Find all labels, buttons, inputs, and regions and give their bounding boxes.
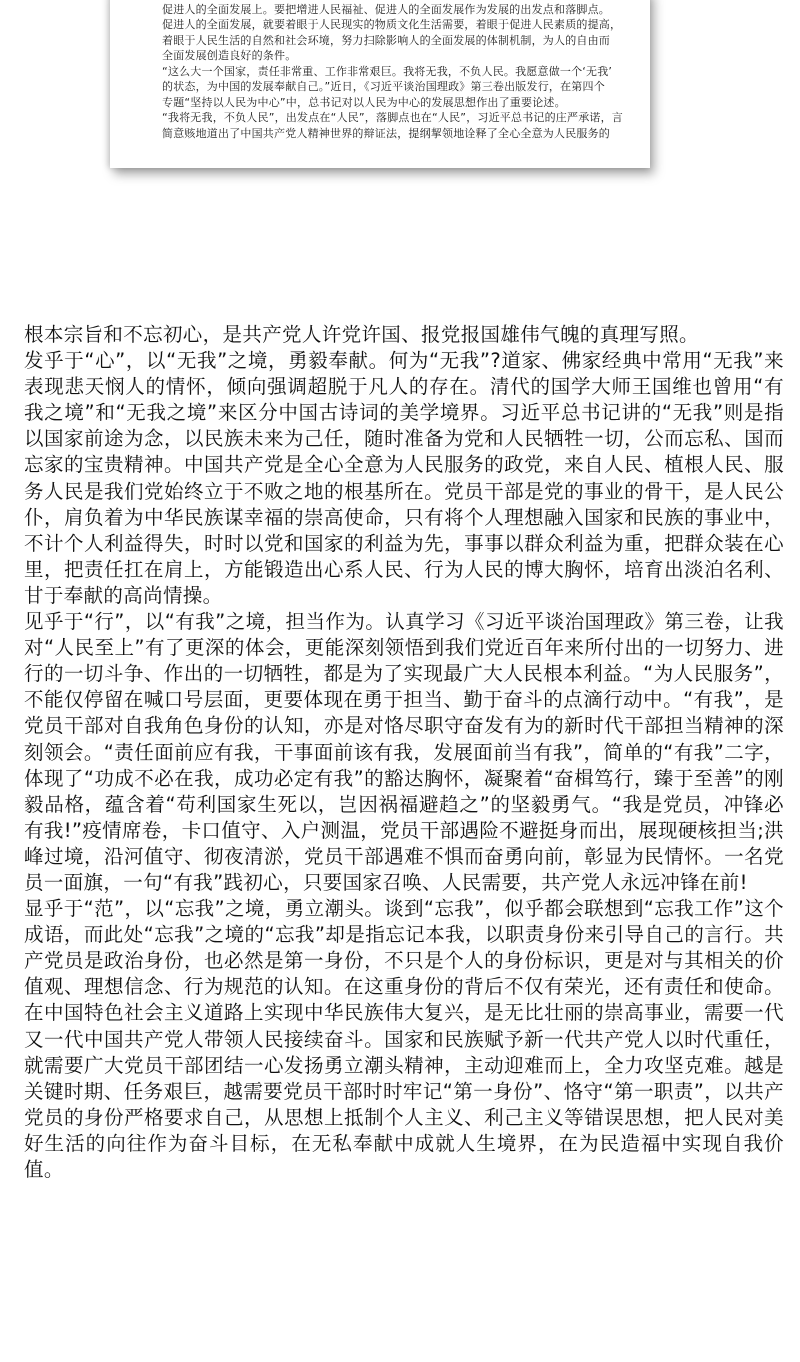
article-paragraph: 根本宗旨和不忘初心，是共产党人许党许国、报党报国雄伟气魄的真理写照。 [24,323,699,346]
preview-line: 专题“坚持以人民为中心”中，总书记对以人民为中心的发展思想作出了重要论述。 [162,95,566,109]
preview-text-block [162,0,642,141]
article-paragraph: 显乎于“范”，以“忘我”之境，勇立潮头。谈到“忘我”，似乎都会联想到“忘我工作”这个成语，而此处“忘我”之境的“忘我”却是指忘记本我，以职责身份来引导自己的言行。共产党员是政治身份，也必然是第一身份，不只是个人的身份标识，更是对与其相关的价值观、理想信念、行为规范的认知。在这重身份的背后不仅有荣光，还有责任和使命。在中国特色社会主义道路上实现中华民族伟大复兴，是无比壮丽的崇高事业，需要一代又一代中国共产党人带领人民接续奋斗。国家和民族赋予新一代共产党人以时代重任，就需要广大党员干部团结一心发扬勇立潮头精神，主动迎难而上，全力攻坚克难。越是关键时期、任务艰巨，越需要党员干部时时牢记“第一身份”、恪守“第一职责”，以共产党员的身份严格要求自己，从思想上抵制个人主义、利己主义等错误思想，把人民对美好生活的向往作为奋斗目标，在无私奉献中成就人生境界，在为民造福中实现自我价值。 [24,897,784,1181]
preview-line: 的状态，为中国的发展奉献自己。”近日，《习近平谈治国理政》第三卷出版发行，在第四个 [162,80,605,93]
preview-line: 简意赅地道出了中国共产党人精神世界的辩证法，提纲挈领地诠释了全心全意为人民服务的 [162,126,610,140]
preview-line: 促进人的全面发展，就要着眼于人民现实的物质文化生活需要，着眼于促进人民素质的提高， [162,18,622,31]
preview-line: “这么大一个国家，责任非常重、工作非常艰巨。我将无我，不负人民。我愿意做一个‘无我’ [162,64,613,78]
article-paragraph: 见乎于“行”，以“有我”之境，担当作为。认真学习《习近平谈治国理政》第三卷，让我对“人民至上”有了更深的体会，更能深刻领悟到我们党近百年来所付出的一切努力、进行的一切斗争、作出的一切牺牲，都是为了实现最广大人民根本利益。“为人民服务”，不能仅停留在喊口号层面，更要体现在勇于担当、勤于奋斗的点滴行动中。“有我”，是党员干部对自我角色身份的认知，亦是对恪尽职守奋发有为的新时代干部担当精神的深刻领会。“责任面前应有我，干事面前该有我，发展面前当有我”，简单的“有我”二字，体现了“功成不必在我，成功必定有我”的豁达胸怀，凝聚着“奋楫笃行，臻于至善”的刚毅品格，蕴含着“苟利国家生死以，岂因祸福避趋之”的坚毅勇气。“我是党员，冲锋必有我!”疫情席卷，卡口值守、入户测温，党员干部遇险不避挺身而出，展现硬核担当;洪峰过境，沿河值守、彻夜清淤，党员干部遇难不惧而奋勇向前，彰显为民情怀。一名党员一面旗，一句“有我”践初心，只要国家召唤、人民需要，共产党人永远冲锋在前! [24,610,784,894]
preview-line: 全面发展创造良好的条件。 [162,49,297,62]
preview-line: 着眼于人民生活的自然和社会环境，努力扫除影响人的全面发展的体制机制，为人的自由而 [162,33,610,47]
document-preview-card [110,0,650,168]
article-body [24,322,784,1183]
article-paragraph: 发乎于“心”，以“无我”之境，勇毅奉献。何为“无我”?道家、佛家经典中常用“无我”来表现悲天悯人的情怀，倾向强调超脱于凡人的存在。清代的国学大师王国维也曾用“有我之境”和“无我之境”来区分中国古诗词的美学境界。习近平总书记讲的“无我”则是指以国家前途为念，以民族未来为己任，随时准备为党和人民牺牲一切，公而忘私、国而忘家的宝贵精神。中国共产党是全心全意为人民服务的政党，来自人民、植根人民、服务人民是我们党始终立于不败之地的根基所在。党员干部是党的事业的骨干，是人民公仆，肩负着为中华民族谋幸福的崇高使命，只有将个人理想融入国家和民族的事业中，不计个人利益得失，时时以党和国家的利益为先，事事以群众利益为重，把群众装在心里，把责任扛在肩上，方能锻造出心系人民、行为人民的博大胸怀，培育出淡泊名利、甘于奉献的高尚情操。 [24,349,784,607]
preview-line: “我将无我，不负人民”，出发点在“人民”，落脚点也在“人民”，习近平总书记的庄严承诺，言 [162,111,623,124]
preview-line: 促进人的全面发展上。要把增进人民福祉、促进人的全面发展作为发展的出发点和落脚点。 [162,2,610,16]
